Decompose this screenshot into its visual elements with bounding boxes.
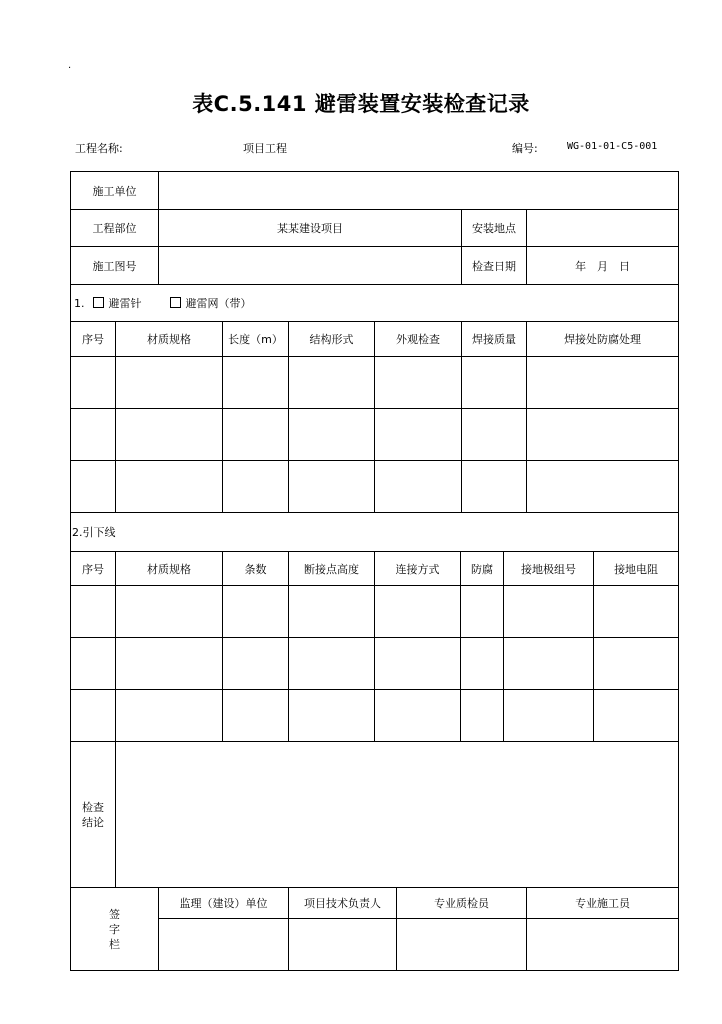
signature-role: 专业施工员: [527, 888, 679, 919]
s2-col-header: 连接方式: [375, 552, 461, 586]
signature-role: 监理（建设）单位: [159, 888, 289, 919]
section1-title: [71, 285, 679, 322]
install-location-value[interactable]: [527, 210, 679, 247]
table-row: [71, 409, 679, 461]
construction-unit-label: 施工单位: [71, 172, 159, 210]
s2-col-header: 接地电阻: [594, 552, 679, 586]
s2-col-header: 序号: [71, 552, 116, 586]
section1-prefix: 1.: [74, 297, 85, 310]
checkbox-lightning-net[interactable]: [170, 297, 181, 308]
signature-field-quality-inspector[interactable]: [397, 919, 527, 971]
page-title: 表C.5.141 避雷装置安装检查记录: [192, 92, 530, 116]
signature-header-row: [71, 888, 679, 919]
s2-col-header: 接地极组号: [504, 552, 594, 586]
s2-col-header: 材质规格: [116, 552, 223, 586]
signature-label: 签 字 栏: [71, 888, 159, 971]
s1-col-header: 长度（m）: [223, 322, 289, 357]
section1-header-row: [71, 322, 679, 357]
section2-title: 2.引下线: [71, 513, 679, 552]
check-date-value[interactable]: 年 月 日: [527, 247, 679, 285]
construction-unit-value[interactable]: [159, 172, 679, 210]
drawing-no-value[interactable]: [159, 247, 462, 285]
section2-title-row: [71, 513, 679, 552]
table-row: [71, 586, 679, 638]
s1-col-header: 焊接处防腐处理: [527, 322, 679, 357]
page-mark: .: [68, 60, 72, 71]
drawing-no-label: 施工图号: [71, 247, 159, 285]
info-row-drawing: [71, 247, 679, 285]
s2-col-header: 条数: [223, 552, 289, 586]
table-row: [71, 690, 679, 742]
section1-title-row: [71, 285, 679, 322]
option-lightning-net: 避雷网（带）: [185, 297, 252, 310]
install-location-label: 安装地点: [462, 210, 527, 247]
check-date-label: 检查日期: [462, 247, 527, 285]
signature-field-supervisor[interactable]: [159, 919, 289, 971]
signature-role: 项目技术负责人: [289, 888, 397, 919]
info-row-project-part: [71, 210, 679, 247]
table-row: [71, 461, 679, 513]
table-row: [71, 357, 679, 409]
s1-col-header: 外观检查: [375, 322, 462, 357]
s2-col-header: 防腐: [461, 552, 504, 586]
info-row-construction-unit: [71, 172, 679, 210]
code-label: 编号:: [512, 142, 538, 155]
project-part-value[interactable]: 某某建设项目: [159, 210, 462, 247]
conclusion-row: [71, 742, 679, 888]
section2-header-row: [71, 552, 679, 586]
signature-field-constructor[interactable]: [527, 919, 679, 971]
code-value: WG-01-01-C5-001: [567, 141, 658, 152]
s1-col-header: 序号: [71, 322, 116, 357]
table-row: [71, 638, 679, 690]
signature-field-tech-lead[interactable]: [289, 919, 397, 971]
s2-col-header: 断接点高度: [289, 552, 375, 586]
project-part-label: 工程部位: [71, 210, 159, 247]
signature-row: [71, 919, 679, 971]
project-name-value: 项目工程: [243, 142, 287, 155]
s1-col-header: 结构形式: [289, 322, 375, 357]
s1-col-header: 材质规格: [116, 322, 223, 357]
checkbox-lightning-rod[interactable]: [93, 297, 104, 308]
inspection-form-table: [70, 171, 679, 971]
signature-role: 专业质检员: [397, 888, 527, 919]
conclusion-value[interactable]: [116, 742, 679, 888]
project-name-label: 工程名称:: [75, 142, 123, 155]
s1-col-header: 焊接质量: [462, 322, 527, 357]
option-lightning-rod: 避雷针: [108, 297, 142, 310]
conclusion-label: 检查 结论: [71, 742, 116, 888]
